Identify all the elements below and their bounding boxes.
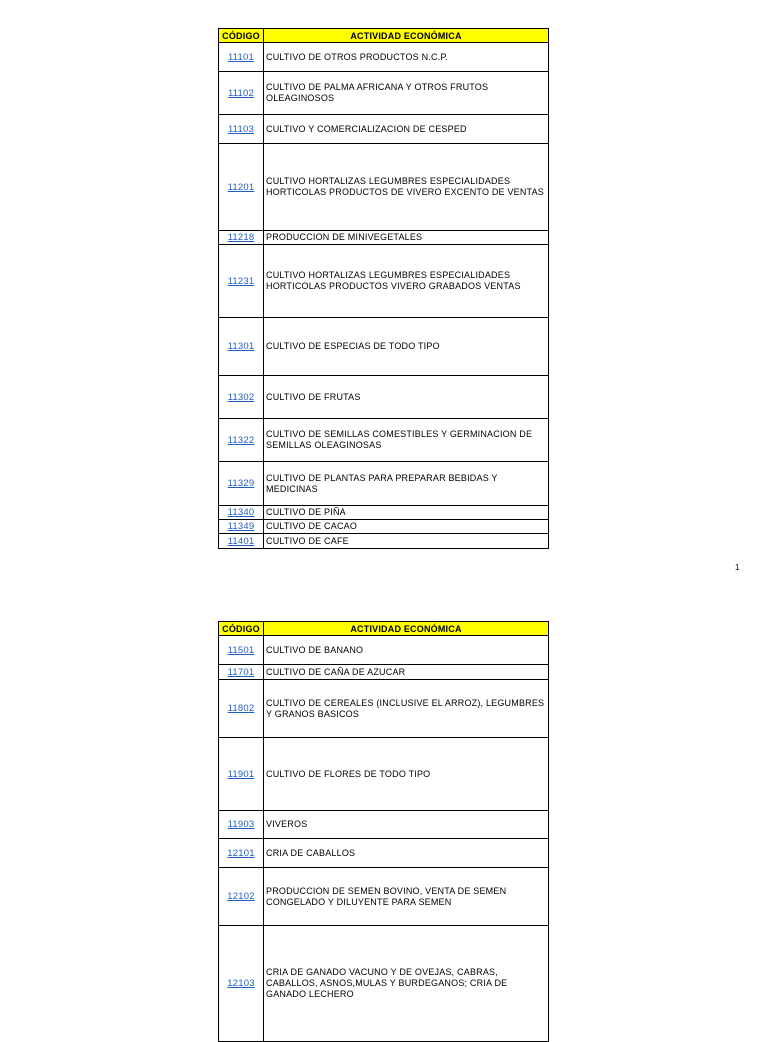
code-cell	[219, 462, 264, 506]
code-link[interactable]: 12102	[227, 891, 255, 902]
activity-description: CULTIVO DE BANANO	[264, 636, 549, 665]
activity-column-header: ACTIVIDAD ECONÓMICA	[264, 29, 549, 43]
activity-description: CULTIVO DE CEREALES (INCLUSIVE EL ARROZ), LEGUMBRES Y GRANOS BASICOS	[264, 680, 549, 738]
table-row	[219, 926, 549, 1042]
code-column-header: CÓDIGO	[219, 622, 264, 636]
activity-column-header: ACTIVIDAD ECONÓMICA	[264, 622, 549, 636]
table-row	[219, 520, 549, 534]
table-row	[219, 680, 549, 738]
table-row	[219, 738, 549, 811]
code-cell	[219, 318, 264, 376]
activity-description: CULTIVO DE PIÑA	[264, 506, 549, 520]
code-cell	[219, 738, 264, 811]
code-link[interactable]: 11201	[227, 181, 255, 193]
code-cell	[219, 506, 264, 520]
code-link[interactable]: 11329	[227, 478, 255, 489]
table-row	[219, 665, 549, 680]
code-link[interactable]: 11218	[227, 232, 255, 243]
code-link[interactable]: 11903	[227, 819, 255, 830]
code-link[interactable]: 11401	[227, 535, 255, 547]
code-cell	[219, 665, 264, 680]
activity-description: CULTIVO Y COMERCIALIZACION DE CESPED	[264, 115, 549, 144]
activity-description: CRIA DE CABALLOS	[264, 839, 549, 868]
activity-description: CULTIVO DE PALMA AFRICANA Y OTROS FRUTOS OLEAGINOSOS	[264, 72, 549, 115]
code-link[interactable]: 11231	[227, 275, 255, 287]
table-row	[219, 318, 549, 376]
activity-code-table-2	[218, 621, 549, 1042]
code-cell	[219, 926, 264, 1042]
code-link[interactable]: 11301	[227, 341, 255, 352]
table-row	[219, 245, 549, 318]
table-row	[219, 115, 549, 144]
activity-description: CULTIVO DE OTROS PRODUCTOS N.C.P.	[264, 43, 549, 72]
code-link[interactable]: 11103	[227, 123, 254, 135]
code-link[interactable]: 11101	[227, 51, 254, 63]
code-link[interactable]: 11340	[227, 507, 255, 518]
activity-description: CULTIVO DE CAFE	[264, 534, 549, 549]
code-link[interactable]: 11501	[227, 644, 255, 656]
table-row	[219, 534, 549, 549]
code-link[interactable]: 11701	[227, 666, 255, 678]
code-cell	[219, 72, 264, 115]
code-link[interactable]: 12101	[227, 847, 255, 859]
activity-description: PRODUCCION DE MINIVEGETALES	[264, 231, 549, 245]
code-link[interactable]: 11102	[227, 87, 254, 99]
code-cell	[219, 376, 264, 419]
table-header-row	[219, 622, 549, 636]
activity-description: CULTIVO DE FRUTAS	[264, 376, 549, 419]
code-cell	[219, 811, 264, 839]
activity-description: CULTIVO DE PLANTAS PARA PREPARAR BEBIDAS Y MEDICINAS	[264, 462, 549, 506]
activity-description: CRIA DE GANADO VACUNO Y DE OVEJAS, CABRAS, CABALLOS, ASNOS,MULAS Y BURDEGANOS; CRIA DE GANADO LECHERO	[264, 926, 549, 1042]
table-row	[219, 636, 549, 665]
code-cell	[219, 680, 264, 738]
activity-description: CULTIVO DE ESPECIAS DE TODO TIPO	[264, 318, 549, 376]
table-row	[219, 144, 549, 231]
page-number: 1	[735, 563, 740, 572]
activity-description: CULTIVO HORTALIZAS LEGUMBRES ESPECIALIDADES HORTICOLAS PRODUCTOS DE VIVERO EXCENTO DE VENTAS	[264, 144, 549, 231]
code-cell	[219, 534, 264, 549]
code-cell	[219, 839, 264, 868]
code-column-header: CÓDIGO	[219, 29, 264, 43]
code-cell	[219, 144, 264, 231]
activity-code-table-1	[218, 28, 549, 549]
code-cell	[219, 636, 264, 665]
code-cell	[219, 868, 264, 926]
code-cell	[219, 520, 264, 534]
activity-description: CULTIVO HORTALIZAS LEGUMBRES ESPECIALIDADES HORTICOLAS PRODUCTOS VIVERO GRABADOS VENTAS	[264, 245, 549, 318]
table-header-row	[219, 29, 549, 43]
code-cell	[219, 245, 264, 318]
code-link[interactable]: 11302	[227, 391, 255, 403]
code-cell	[219, 231, 264, 245]
activity-description: CULTIVO DE CACAO	[264, 520, 549, 534]
code-link[interactable]: 12103	[227, 978, 255, 989]
code-link[interactable]: 11349	[227, 521, 255, 532]
table-row	[219, 462, 549, 506]
activity-description: PRODUCCION DE SEMEN BOVINO, VENTA DE SEMEN CONGELADO Y DILUYENTE PARA SEMEN	[264, 868, 549, 926]
table-row	[219, 376, 549, 419]
activity-description: CULTIVO DE FLORES DE TODO TIPO	[264, 738, 549, 811]
table-row	[219, 506, 549, 520]
activity-description: CULTIVO DE SEMILLAS COMESTIBLES Y GERMINACION DE SEMILLAS OLEAGINOSAS	[264, 419, 549, 462]
table-row	[219, 43, 549, 72]
code-link[interactable]: 11901	[227, 768, 255, 780]
table-row	[219, 419, 549, 462]
table-row	[219, 231, 549, 245]
table-row	[219, 839, 549, 868]
code-cell	[219, 115, 264, 144]
activity-description: CULTIVO DE CAÑA DE AZUCAR	[264, 665, 549, 680]
code-cell	[219, 419, 264, 462]
code-cell	[219, 43, 264, 72]
table-row	[219, 811, 549, 839]
table-row	[219, 868, 549, 926]
code-link[interactable]: 11802	[227, 703, 255, 714]
table-row	[219, 72, 549, 115]
activity-description: VIVEROS	[264, 811, 549, 839]
code-link[interactable]: 11322	[227, 434, 255, 446]
